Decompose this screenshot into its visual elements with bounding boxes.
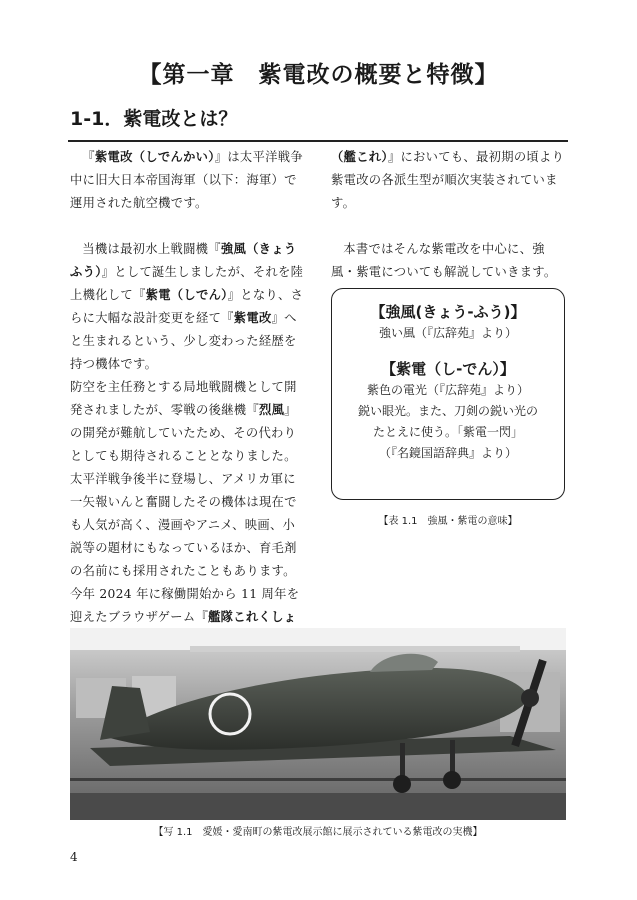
bold-term: 紫電改（しでんかい） bbox=[94, 150, 215, 164]
bold-term: 紫電（しでん） bbox=[145, 288, 228, 302]
photo-caption: 【写 1.1 愛媛・愛南町の紫電改展示館に展示されている紫電改の実機】 bbox=[153, 827, 483, 838]
definition-line: （『名鏡国語辞典』より） bbox=[378, 446, 517, 460]
bold-term: （艦これ） bbox=[331, 150, 388, 164]
right-column bbox=[331, 146, 567, 284]
left-column bbox=[70, 146, 306, 652]
paragraph-intro: 『紫電改（しでんかい）』は太平洋戦争中に旧大日本帝国海軍（以下：海軍）で運用された航空機です。 bbox=[70, 150, 303, 210]
definition-line: 強い風（『広辞苑』より） bbox=[378, 326, 517, 340]
bold-term: 紫電改 bbox=[233, 311, 272, 325]
section-divider bbox=[68, 140, 568, 142]
paragraph-game: 今年 2024 年に稼働開始から 11 周年を迎えたブラウザゲーム『艦隊これくしょ bbox=[70, 583, 306, 652]
definition-line: たとえに使う。「紫電一閃」 bbox=[372, 425, 523, 439]
definition-box bbox=[331, 288, 565, 500]
bold-term: 烈風 bbox=[258, 403, 285, 417]
paragraph-history: 当機は最初水上戦闘機『強風（きょうふう）』として誕生しましたが、それを陸上機化して『紫電（しでん）』となり、さらに大幅な設計変更を経て『紫電改』へと生まれるという、少し変わった経歴を持つ機体です。 bbox=[70, 242, 304, 371]
paragraph-popularity: 太平洋戦争後半に登場し、アメリカ軍に一矢報いんと奮闘したその機体は現在でも人気が高く、漫画やアニメ、映画、小説等の題材にもなっているほか、育毛剤の名前にも採用されたこともあります。 bbox=[70, 472, 297, 578]
definition-term-shiden: 【紫電（し‐でん）】 bbox=[381, 360, 515, 378]
page-number: 4 bbox=[70, 850, 78, 864]
table-caption: 【表 1.1 強風・紫電の意味】 bbox=[378, 516, 518, 527]
bold-term: 艦隊これくしょ bbox=[208, 610, 297, 624]
bold-term: 強風（きょうふう） bbox=[70, 242, 297, 279]
paragraph-role: 防空を主任務とする局地戦闘機として開発されましたが、零戦の後継機『烈風』の開発が難航していたため、その代わりとしても期待されることとなりました。 bbox=[70, 380, 297, 463]
aircraft-photo bbox=[70, 628, 566, 820]
paragraph-game-cont: （艦これ）』においても、最初期の頃より紫電改の各派生型が順次実装されています。 bbox=[331, 150, 565, 210]
chapter-title: 【第一章 紫電改の概要と特徴】 bbox=[138, 62, 499, 88]
section-title: 1-1．紫電改とは？ bbox=[70, 108, 238, 130]
definition-line: 紫色の電光（『広辞苑』より） bbox=[366, 383, 529, 397]
definition-line: 鋭い眼光。また、刀剣の鋭い光の bbox=[357, 404, 538, 418]
definition-term-kyofu: 【強風(きょう‐ふう)】 bbox=[370, 303, 526, 321]
paragraph-book-scope: 本書ではそんな紫電改を中心に、強風・紫電についても解説していきます。 bbox=[331, 242, 557, 279]
